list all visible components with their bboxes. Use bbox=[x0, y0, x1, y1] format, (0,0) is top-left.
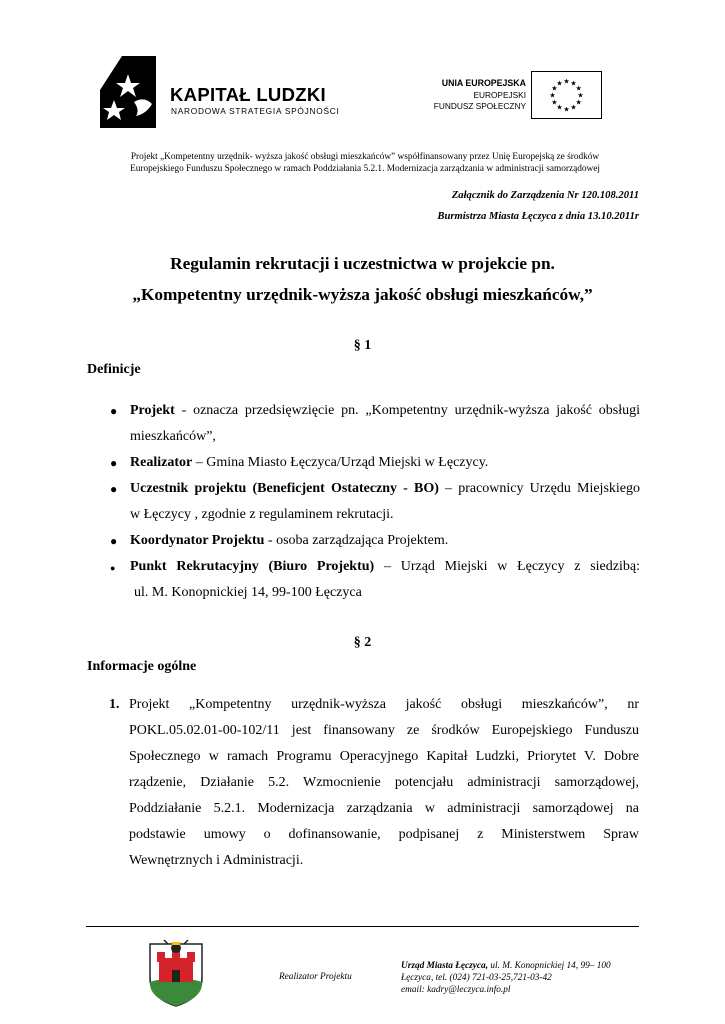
attachment-line-2: Burmistrza Miasta Łęczyca z dnia 13.10.2011r bbox=[437, 211, 639, 222]
item-line: podstawie umowy o dofinansowanie, podpisanej z Ministerstwem Spraw bbox=[129, 827, 639, 842]
bullet-icon: ● bbox=[110, 404, 118, 418]
project-note-line-2: Europejskiego Funduszu Społecznego w ramach Poddziałania 5.2.1. Modernizacja zarządzania w administracji samorządowej bbox=[130, 164, 600, 174]
definition-term: Koordynator Projektu bbox=[130, 533, 265, 548]
general-information-list bbox=[109, 692, 639, 874]
definition-text: – Urząd Miejski w Łęczycy z siedzibą: bbox=[374, 559, 640, 574]
definitions-heading: Definicje bbox=[87, 362, 141, 377]
eu-star-icon: ★ bbox=[551, 98, 558, 107]
list-item bbox=[110, 398, 640, 450]
list-item bbox=[110, 554, 640, 606]
item-number: 1. bbox=[109, 697, 120, 712]
definitions-list bbox=[110, 398, 640, 606]
eu-star-icon: ★ bbox=[551, 84, 558, 93]
kapital-ludzki-title: KAPITAŁ LUDZKI bbox=[170, 84, 326, 105]
bullet-icon: ● bbox=[110, 456, 118, 470]
office-name: Urząd Miasta Łęczyca, bbox=[401, 961, 489, 971]
document-title-line-1: Regulamin rekrutacji i uczestnictwa w projekcie pn. bbox=[170, 254, 555, 273]
list-item bbox=[110, 476, 640, 528]
office-address bbox=[401, 960, 611, 996]
eu-flag-icon bbox=[531, 71, 602, 119]
document-title-line-2: „Kompetentny urzędnik-wyższa jakość obsługi mieszkańców,” bbox=[132, 285, 593, 304]
project-implementer-label: Realizator Projektu bbox=[279, 972, 352, 982]
definition-term: Uczestnik projektu (Beneficjent Ostateczny - BO) bbox=[130, 481, 439, 496]
eu-star-icon: ★ bbox=[563, 105, 570, 114]
eu-line-1: UNIA EUROPEJSKA bbox=[441, 78, 526, 88]
general-information-heading: Informacje ogólne bbox=[87, 659, 197, 674]
definition-continuation: ul. M. Konopnickiej 14, 99-100 Łęczyca bbox=[134, 585, 362, 600]
eu-star-icon: ★ bbox=[575, 98, 582, 107]
office-address-line-1 bbox=[401, 960, 611, 972]
office-phone: Łęczyca, tel. (024) 721-03-25,721-03-42 bbox=[401, 973, 552, 983]
eu-star-icon: ★ bbox=[570, 79, 577, 88]
definition-line bbox=[130, 476, 640, 502]
eu-logo-text bbox=[418, 78, 526, 113]
definition-term: Punkt Rekrutacyjny (Biuro Projektu) bbox=[130, 559, 375, 574]
list-item bbox=[110, 450, 640, 476]
definition-text: – pracownicy Urzędu Miejskiego bbox=[438, 481, 640, 496]
item-line: Społecznego w ramach Programu Operacyjnego Kapitał Ludzki, Priorytet V. Dobre bbox=[129, 749, 639, 764]
kapital-ludzki-subtitle: NARODOWA STRATEGIA SPÓJNOŚCI bbox=[171, 106, 340, 116]
attachment-line-1: Załącznik do Zarządzenia Nr 120.108.2011 bbox=[451, 190, 639, 201]
bullet-icon: ● bbox=[110, 534, 118, 548]
definition-continuation: mieszkańców”, bbox=[130, 429, 216, 444]
leczyca-coat-of-arms-icon bbox=[146, 938, 206, 1008]
eu-line-2: EUROPEJSKI bbox=[473, 89, 526, 100]
paragraph-2-number: § 2 bbox=[353, 635, 372, 650]
definition-term: Projekt bbox=[130, 403, 175, 418]
definition-text: - osoba zarządzająca Projektem. bbox=[264, 533, 449, 548]
eu-line-3: FUNDUSZ SPOŁECZNY bbox=[433, 101, 526, 111]
paragraph-1-number: § 1 bbox=[353, 338, 372, 353]
item-line: POKL.05.02.01-00-102/11 jest finansowany ze środków Europejskiego Funduszu bbox=[129, 723, 639, 738]
item-line: Projekt „Kompetentny urzędnik-wyższa jakość obsługi mieszkańców”, nr bbox=[129, 697, 639, 712]
project-cofinancing-note bbox=[95, 151, 635, 175]
bullet-icon: ● bbox=[110, 482, 118, 496]
eu-star-icon: ★ bbox=[549, 91, 556, 100]
office-street: ul. M. Konopnickiej 14, 99– 100 bbox=[488, 961, 611, 971]
definition-line bbox=[130, 398, 640, 424]
eu-star-icon: ★ bbox=[563, 77, 570, 86]
item-line: Poddziałanie 5.2.1. Modernizacja zarządzania w administracji samorządowej na bbox=[129, 801, 639, 816]
footer-divider bbox=[86, 926, 639, 927]
eu-star-icon: ★ bbox=[577, 91, 584, 100]
eu-star-icon: ★ bbox=[556, 79, 563, 88]
definition-continuation: w Łęczycy , zgodnie z regulaminem rekrutacji. bbox=[130, 507, 394, 522]
list-item bbox=[109, 692, 639, 874]
item-line: rządzenie, Działanie 5.2. Wzmocnienie potencjału administracji samorządowej, bbox=[129, 775, 639, 790]
eu-star-icon: ★ bbox=[575, 84, 582, 93]
project-note-line-1: Projekt „Kompetentny urzędnik- wyższa jakość obsługi mieszkańców” współfinansowany przez Unię Europejską ze środków bbox=[130, 152, 600, 162]
bullet-icon: ● bbox=[110, 563, 116, 573]
eu-star-icon: ★ bbox=[556, 103, 563, 112]
definition-line bbox=[130, 450, 640, 476]
definition-text: - oznacza przedsięwzięcie pn. „Kompetentny urzędnik-wyższa jakość obsługi bbox=[174, 403, 640, 418]
kapital-ludzki-logo-icon bbox=[100, 56, 156, 128]
definition-term: Realizator bbox=[130, 455, 193, 470]
list-item bbox=[110, 528, 640, 554]
definition-line bbox=[130, 528, 640, 554]
definition-line bbox=[130, 554, 640, 580]
eu-star-icon: ★ bbox=[570, 103, 577, 112]
item-line: Wewnętrznych i Administracji. bbox=[129, 853, 304, 868]
office-email: email: kadry@leczyca.info.pl bbox=[401, 985, 511, 995]
definition-text: – Gmina Miasto Łęczyca/Urząd Miejski w Łęczycy. bbox=[192, 455, 489, 470]
